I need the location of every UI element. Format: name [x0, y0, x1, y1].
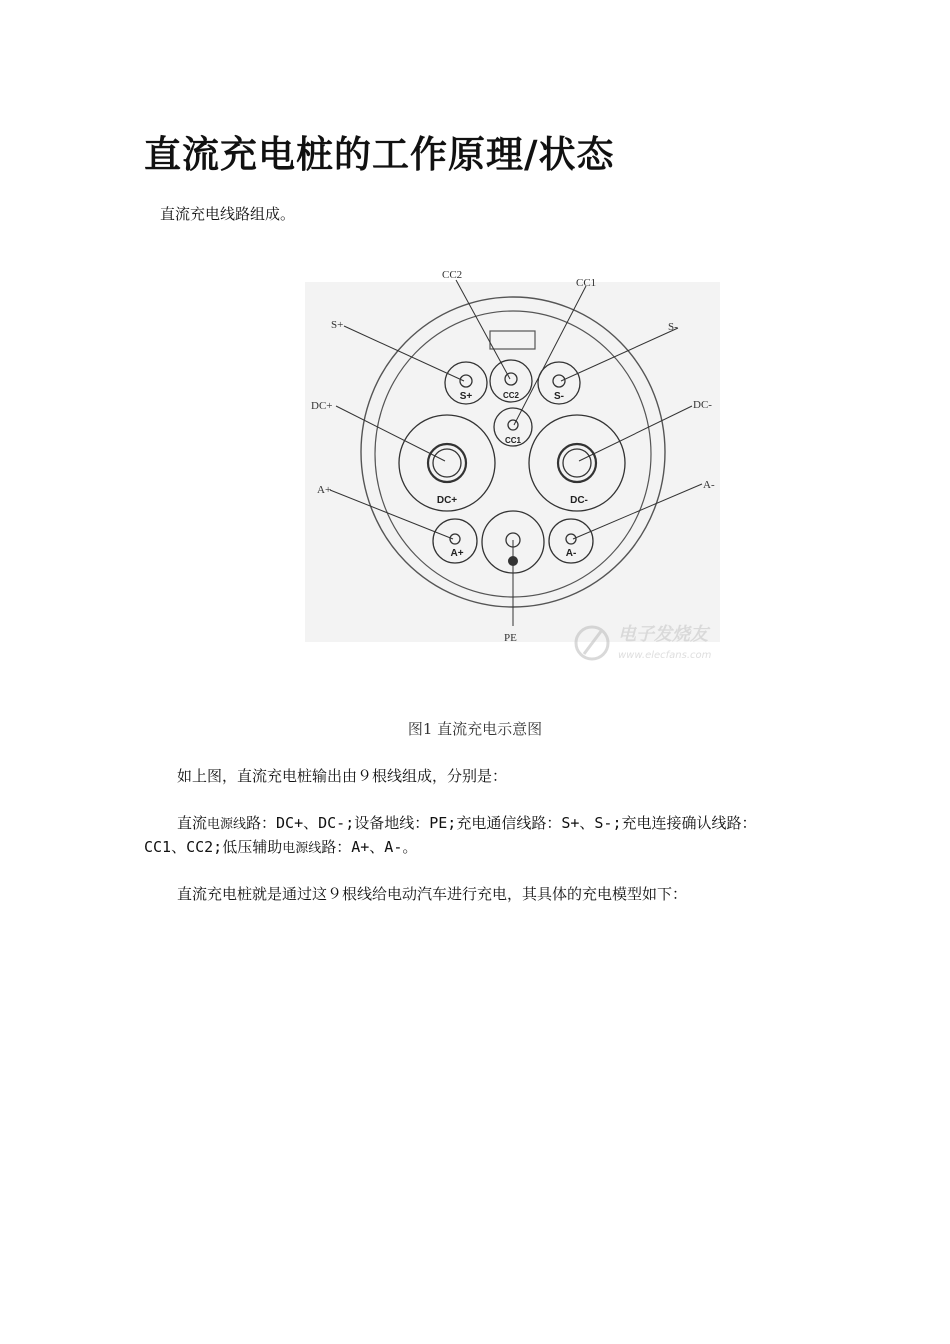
paragraph-3: 直流充电桩就是通过这９根线给电动汽车进行充电，其具体的充电模型如下：: [177, 885, 688, 903]
callout-cc1: CC1: [576, 277, 597, 289]
key-notch: [490, 331, 535, 349]
p2-text-c: 路：DC+、DC-;设备地线：PE;充电通信线路：S+、S-;充电连接确认线路：: [246, 814, 757, 832]
callout-a-minus: A-: [703, 479, 715, 491]
paragraph-2-line-1: [177, 812, 757, 833]
paragraph-1: 如上图，直流充电桩输出由９根线组成，分别是：: [177, 767, 508, 785]
pin-label-cc1: CC1: [504, 436, 522, 445]
p2-link-power-line[interactable]: 电源线: [207, 817, 247, 832]
connector-diagram: [300, 262, 750, 672]
pin-label-dc-plus: DC+: [436, 495, 458, 506]
figure-caption: 图1 直流充电示意图: [407, 720, 543, 738]
callout-cc2: CC2: [442, 269, 463, 281]
p2-text-f: 路：A+、A-。: [321, 838, 418, 856]
callout-s-plus: S+: [331, 319, 344, 331]
p2-text-a: 直流: [177, 814, 208, 832]
paragraph-2-line-2: [144, 836, 417, 857]
pin-label-s-minus: S-: [554, 391, 564, 402]
pin-label-a-minus: A-: [565, 548, 577, 559]
pin-label-dc-minus: DC-: [570, 495, 588, 506]
callout-dc-minus: DC-: [693, 399, 712, 411]
pin-label-s-plus: S+: [459, 391, 473, 402]
callout-pe: PE: [504, 632, 517, 644]
callout-a-plus: A+: [317, 484, 332, 496]
callout-s-minus: S-: [668, 321, 678, 333]
watermark-brand: 电子发烧友: [618, 624, 708, 645]
pin-label-a-plus: A+: [450, 548, 464, 559]
callout-dc-plus: DC+: [311, 400, 333, 412]
p2-link-power-line-2[interactable]: 电源线: [282, 841, 322, 856]
watermark-url: www.elecfans.com: [618, 650, 712, 661]
page-title: 直流充电桩的工作原理/状态: [144, 133, 615, 176]
intro-paragraph: 直流充电线路组成。: [160, 205, 296, 223]
p2-text-d: CC1、CC2;低压辅助: [144, 838, 283, 856]
pin-label-cc2: CC2: [502, 391, 520, 400]
